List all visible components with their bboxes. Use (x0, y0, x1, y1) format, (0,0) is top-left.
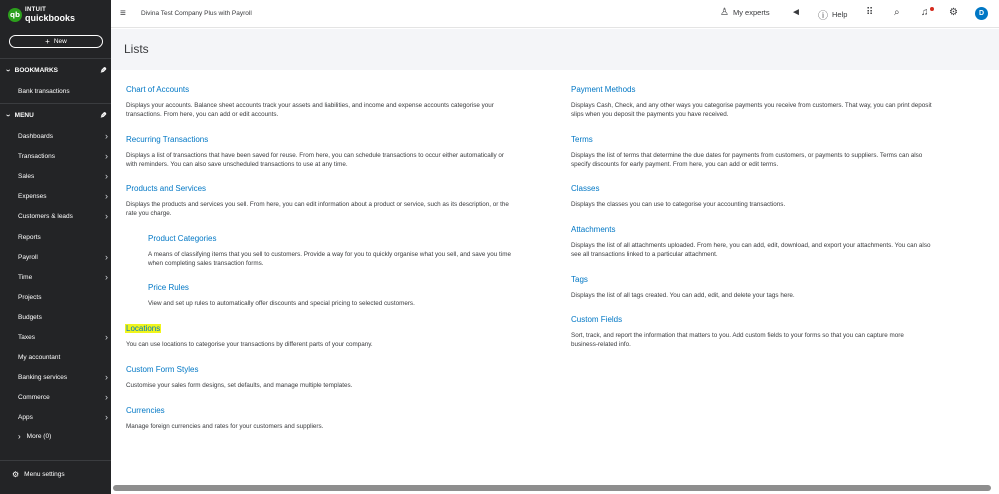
custom-form-styles-link[interactable]: Custom Form Styles (126, 365, 199, 374)
sidebar-more-toggle[interactable]: › More (0) (18, 432, 52, 441)
locations-link[interactable]: Locations (126, 324, 161, 333)
sidebar-item-expenses[interactable]: Expenses › (18, 191, 108, 201)
payment-methods-desc: Displays Cash, Check, and any other ways you categorise payments you receive from customers. That way, you can print deposit slips when you deposit the payments you have received. (571, 102, 932, 119)
terms-link[interactable]: Terms (571, 135, 593, 144)
chevron-right-icon: › (105, 272, 108, 282)
products-and-services-desc: Displays the products and services you sell. From here, you can edit information about a product or service, such as its description, or the rate you charge. (126, 201, 509, 218)
plus-icon: + (45, 37, 50, 46)
logo-intuit-text: INTUIT (25, 7, 47, 13)
sidebar-item-customers-leads[interactable]: Customers & leads › (18, 211, 108, 221)
chart-of-accounts-link[interactable]: Chart of Accounts (126, 85, 190, 94)
tags-desc: Displays the list of all tags created. You can add, edit, and delete your tags here. (571, 292, 795, 299)
sidebar-item-bank-transactions[interactable]: Bank transactions (18, 87, 70, 95)
sidebar-item-my-accountant[interactable]: My accountant (18, 353, 61, 361)
sidebar-item-taxes[interactable]: Taxes › (18, 332, 108, 342)
menu-settings-button[interactable]: ⚙ Menu settings (12, 470, 65, 479)
lists-content (111, 70, 999, 483)
sidebar-item-reports[interactable]: Reports (18, 233, 41, 241)
gear-icon: ⚙ (949, 7, 958, 18)
announcements-button[interactable] (791, 7, 805, 18)
page-title-bar (111, 29, 999, 70)
products-and-services-link[interactable]: Products and Services (126, 184, 207, 193)
my-experts-button[interactable]: ♙ My experts (720, 7, 770, 18)
custom-fields-desc: Sort, track, and report the information that matters to you. Add custom fields to your forms so that you can capture more business-related info. (571, 332, 904, 349)
chart-of-accounts-desc: Displays your accounts. Balance sheet accounts track your assets and liabilities, and income and expense accounts categorise your transactions. From here, you can add or edit accounts. (126, 102, 494, 119)
help-button[interactable]: ⓘ Help (818, 7, 847, 22)
settings-button[interactable] (949, 7, 962, 18)
sidebar (0, 0, 111, 494)
chevron-right-icon: › (105, 392, 108, 402)
attachments-link[interactable]: Attachments (571, 225, 616, 234)
price-rules-link[interactable]: Price Rules (148, 283, 189, 292)
chevron-right-icon: › (105, 372, 108, 382)
help-icon: ⓘ (818, 11, 828, 22)
classes-desc: Displays the classes you can use to categorise your accounting transactions. (571, 201, 786, 208)
menu-section-toggle[interactable] (3, 111, 107, 120)
chevron-right-icon: › (105, 332, 108, 342)
sidebar-divider (0, 58, 111, 59)
sidebar-item-budgets[interactable]: Budgets (18, 313, 42, 321)
sidebar-item-sales[interactable]: Sales › (18, 171, 108, 181)
chevron-right-icon: › (105, 211, 108, 221)
qb-logo-icon: qb (8, 8, 22, 22)
recurring-transactions-link[interactable]: Recurring Transactions (126, 135, 209, 144)
price-rules-desc: View and set up rules to automatically offer discounts and special pricing to selected customers. (148, 300, 415, 307)
sidebar-item-commerce[interactable]: Commerce › (18, 392, 108, 402)
page-title: Lists (124, 42, 149, 56)
attachments-desc: Displays the list of all attachments uploaded. From here, you can add, edit, download, and export your attachments. You can also see all transactions linked to a particular attachment. (571, 242, 931, 259)
sidebar-item-banking-services[interactable]: Banking services › (18, 372, 108, 382)
chevron-right-icon: › (105, 412, 108, 422)
avatar[interactable]: D (975, 7, 988, 20)
currencies-link[interactable]: Currencies (126, 406, 165, 415)
chevron-down-icon: › (3, 69, 13, 72)
product-categories-link[interactable]: Product Categories (148, 234, 217, 243)
menu-label: MENU (14, 112, 34, 119)
quickbooks-logo[interactable] (8, 7, 75, 22)
person-icon: ♙ (720, 7, 729, 18)
new-button-label: New (53, 38, 67, 45)
chevron-right-icon: › (18, 432, 21, 441)
scrollbar-thumb[interactable] (113, 485, 991, 491)
currencies-desc: Manage foreign currencies and rates for your customers and suppliers. (126, 423, 324, 430)
sidebar-item-projects[interactable]: Projects (18, 293, 42, 301)
sidebar-item-dashboards[interactable]: Dashboards › (18, 131, 108, 141)
edit-bookmarks-icon[interactable]: ✎ (100, 66, 107, 75)
logo-product-text: quickbooks (25, 13, 76, 23)
sidebar-item-payroll[interactable]: Payroll › (18, 252, 108, 262)
chevron-down-icon: › (3, 114, 13, 117)
locations-desc: You can use locations to categorise your transactions by different parts of your company. (126, 341, 373, 348)
sidebar-item-apps[interactable]: Apps › (18, 412, 108, 422)
classes-link[interactable]: Classes (571, 184, 600, 193)
gear-icon: ⚙ (12, 470, 20, 479)
collapse-menu-icon[interactable]: ≡ (120, 8, 126, 19)
chevron-right-icon: › (105, 252, 108, 262)
apps-grid-button[interactable] (866, 7, 877, 18)
chevron-right-icon: › (105, 151, 108, 161)
sidebar-divider (0, 460, 111, 461)
search-button[interactable] (894, 7, 904, 18)
bell-icon: ♫ (921, 7, 929, 18)
recurring-transactions-desc: Displays a list of transactions that have been saved for reuse. From here, you can schedule transactions to occur either automatically or with reminders. You can also save unscheduled transactions to use at any time. (126, 152, 505, 169)
notification-badge (930, 7, 934, 11)
custom-form-styles-desc: Customise your sales form designs, set defaults, and manage multiple templates. (126, 382, 353, 389)
chevron-right-icon: › (105, 191, 108, 201)
payment-methods-link[interactable]: Payment Methods (571, 85, 636, 94)
chevron-right-icon: › (105, 171, 108, 181)
terms-desc: Displays the list of terms that determine the due dates for payments from customers, or payments to suppliers. Terms can also specify discounts for early payment. From here, you can add or edit terms. (571, 152, 923, 169)
search-icon: ⌕ (894, 7, 900, 18)
new-button[interactable] (9, 35, 103, 48)
custom-fields-link[interactable]: Custom Fields (571, 315, 623, 324)
product-categories-desc: A means of classifying items that you sell to customers. Provide a way for you to quickly organise what you sell, and save you time when completing sales transaction forms. (148, 251, 511, 268)
megaphone-icon: ◄ (791, 7, 801, 18)
bookmarks-section-toggle[interactable] (3, 66, 107, 75)
sidebar-divider (0, 103, 111, 104)
company-name: Divina Test Company Plus with Payroll (141, 10, 252, 17)
sidebar-item-transactions[interactable]: Transactions › (18, 151, 108, 161)
tags-link[interactable]: Tags (571, 275, 588, 284)
grid-icon: ⠿ (866, 7, 874, 18)
sidebar-item-time[interactable]: Time › (18, 272, 108, 282)
chevron-right-icon: › (105, 131, 108, 141)
bookmarks-label: BOOKMARKS (14, 67, 59, 74)
top-header (111, 0, 999, 28)
edit-menu-icon[interactable]: ✎ (100, 111, 107, 120)
